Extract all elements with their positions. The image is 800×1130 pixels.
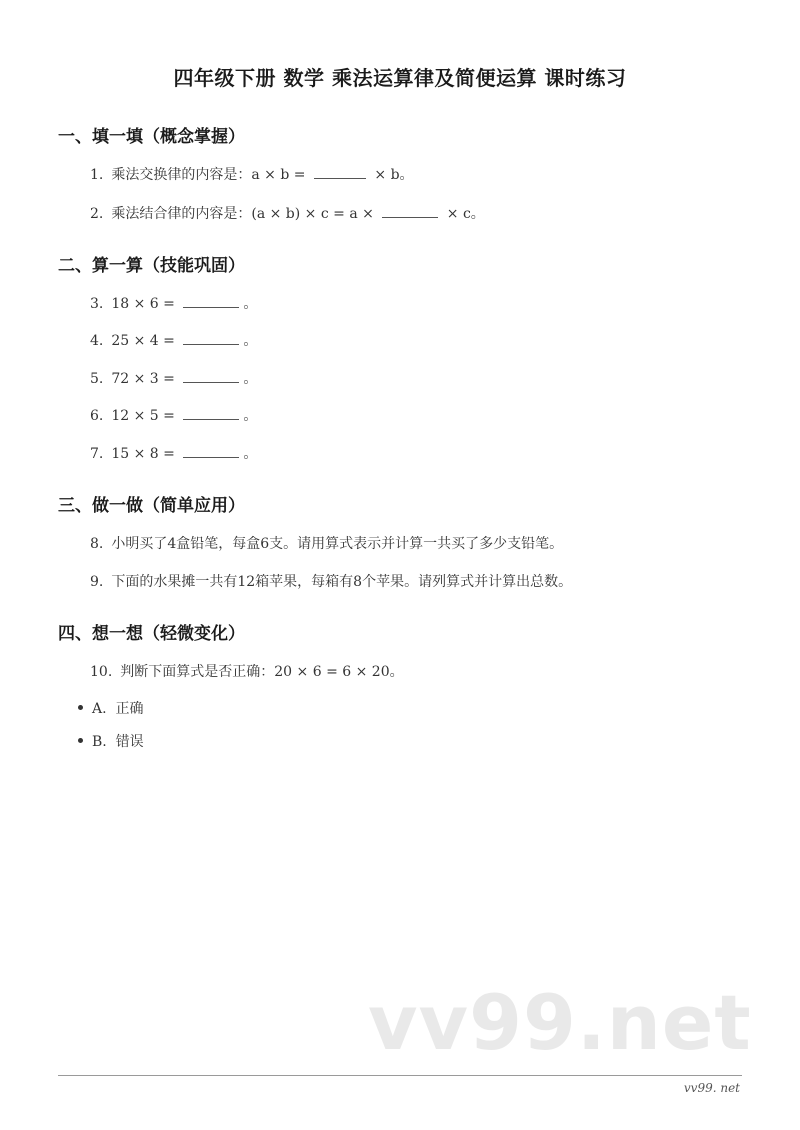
question-number: 3.	[90, 296, 104, 312]
watermark: vv99.net	[368, 978, 752, 1067]
bullet-icon	[78, 738, 83, 743]
option-text: 错误	[115, 734, 144, 750]
question-6	[90, 405, 257, 425]
answer-blank[interactable]	[183, 407, 239, 420]
question-text: 下面的水果摊一共有12箱苹果，每箱有8个苹果。请列算式并计算出总数。	[111, 574, 573, 590]
footer-site: vv99. net	[683, 1081, 740, 1095]
question-number: 10.	[90, 664, 113, 680]
question-text: 乘法结合律的内容是：(a × b) × c = a ×	[111, 206, 374, 222]
question-10	[90, 661, 404, 681]
section-heading-2: 二、算一算（技能巩固）	[58, 256, 245, 276]
section-heading-3: 三、做一做（简单应用）	[58, 496, 245, 516]
question-8	[90, 533, 563, 553]
page-title: 四年级下册 数学 乘法运算律及简便运算 课时练习	[173, 66, 627, 90]
question-text-suffix: 。	[243, 371, 258, 387]
question-text-suffix: 。	[243, 408, 258, 424]
question-number: 4.	[90, 333, 104, 349]
question-number: 1.	[90, 167, 104, 183]
answer-blank[interactable]	[183, 445, 239, 458]
answer-blank[interactable]	[183, 370, 239, 383]
option-a[interactable]	[78, 698, 143, 718]
option-text: 正确	[115, 701, 144, 717]
answer-blank[interactable]	[314, 166, 366, 179]
question-text-suffix: 。	[243, 333, 258, 349]
answer-blank[interactable]	[183, 295, 239, 308]
section-heading-1: 一、填一填（概念掌握）	[58, 127, 245, 147]
question-text: 12 × 5 =	[111, 408, 175, 424]
question-number: 6.	[90, 408, 104, 424]
question-1	[90, 164, 414, 184]
question-number: 7.	[90, 446, 104, 462]
question-number: 9.	[90, 574, 104, 590]
question-text: 乘法交换律的内容是：a × b =	[111, 167, 306, 183]
footer-divider	[58, 1075, 742, 1076]
question-text: 15 × 8 =	[111, 446, 175, 462]
option-label: B.	[92, 734, 107, 750]
question-text-suffix: × c。	[446, 206, 485, 222]
question-4	[90, 330, 257, 350]
question-number: 5.	[90, 371, 104, 387]
question-2	[90, 203, 485, 223]
option-b[interactable]	[78, 731, 144, 751]
question-text-suffix: × b。	[374, 167, 414, 183]
question-text-suffix: 。	[243, 446, 258, 462]
question-text: 判断下面算式是否正确：20 × 6 = 6 × 20。	[120, 664, 404, 680]
section-heading-4: 四、想一想（轻微变化）	[58, 624, 245, 644]
question-number: 2.	[90, 206, 104, 222]
question-number: 8.	[90, 536, 104, 552]
question-5	[90, 368, 257, 388]
bullet-icon	[78, 705, 83, 710]
question-7	[90, 443, 257, 463]
option-label: A.	[92, 701, 107, 717]
question-text: 18 × 6 =	[111, 296, 175, 312]
question-text-suffix: 。	[243, 296, 258, 312]
question-3	[90, 293, 257, 313]
question-text: 25 × 4 =	[111, 333, 175, 349]
question-text: 72 × 3 =	[111, 371, 175, 387]
question-9	[90, 571, 572, 591]
answer-blank[interactable]	[183, 332, 239, 345]
question-text: 小明买了4盒铅笔，每盒6支。请用算式表示并计算一共买了多少支铅笔。	[111, 536, 564, 552]
answer-blank[interactable]	[382, 205, 438, 218]
